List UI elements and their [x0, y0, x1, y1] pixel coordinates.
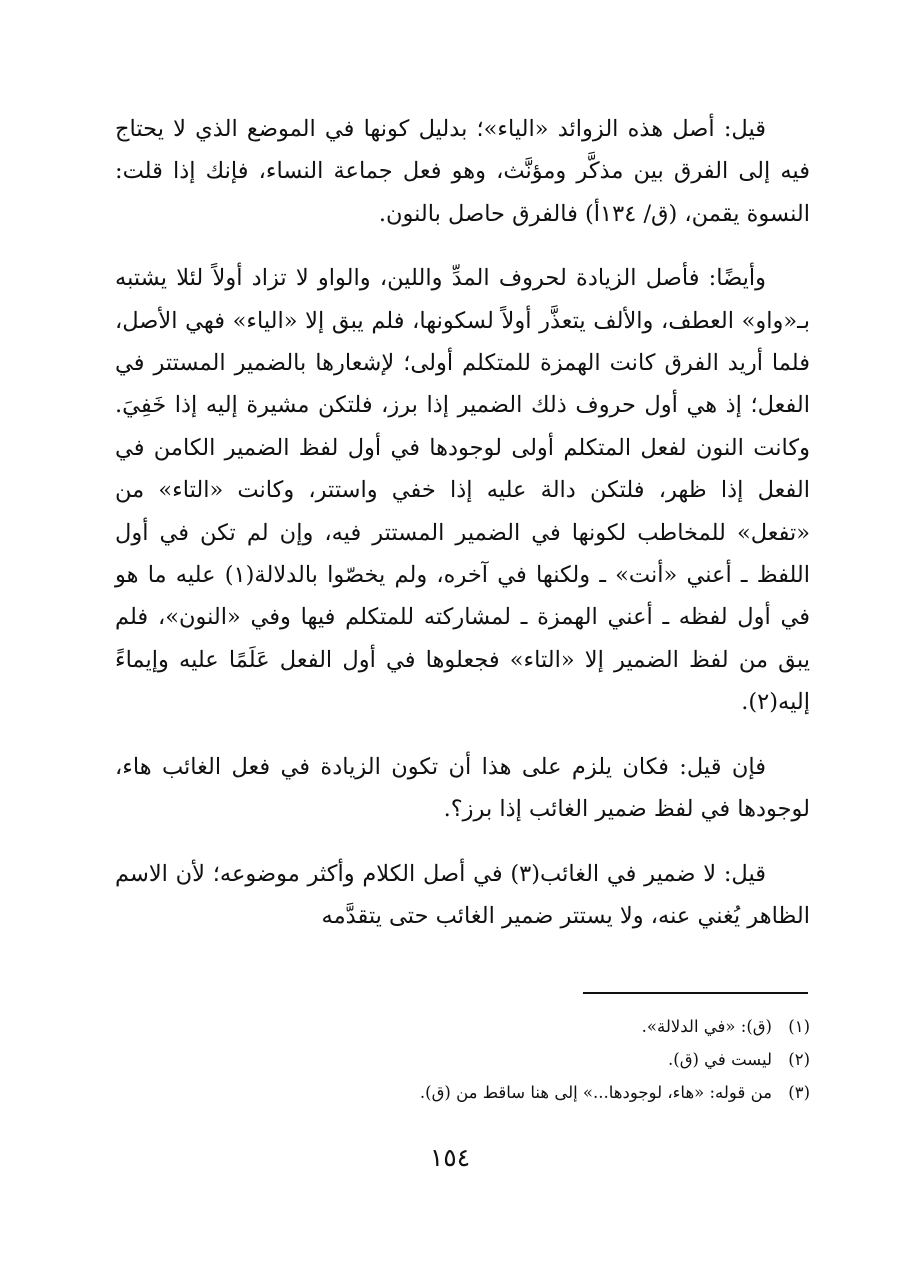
main-text [115, 108, 810, 937]
footnote-text: (ق): «في الدلالة». [641, 1017, 772, 1036]
text-line: «الياء» فهي الأصل، فلما أريد الفرق كانت الهمزة للمتكلم أولى؛ [115, 307, 810, 377]
page-number: ١٥٤ [429, 1143, 471, 1172]
footnote-number: (٣) [788, 1083, 810, 1102]
paragraph-4 [115, 853, 810, 938]
text-line: فلم يبق من لفظ الضمير إلا «التاء» فجعلوها في أول الفعل عَلَمًا عليه [115, 604, 810, 673]
footnote-2 [115, 1043, 810, 1076]
text-line: لأن الاسم الظاهر يُغني عنه، ولا يستتر ضمير الغائب حتى يتقدَّمه [115, 860, 810, 929]
text-line: الضمير إذا برز، فلتكن مشيرة إليه إذا خَفِيَ. وكانت النون لفعل [115, 392, 810, 461]
paragraph-gap [115, 831, 810, 853]
paragraph-1 [115, 108, 810, 235]
footnote-number: (٢) [788, 1050, 810, 1069]
paragraph-gap [115, 724, 810, 746]
paragraph-3 [115, 746, 810, 831]
text-line: فإنك إذا قلت: النسوة يقمن، (ق/ ١٣٤أ) فالفرق حاصل بالنون. [115, 158, 810, 227]
footnote-text: ليست في (ق). [668, 1050, 772, 1069]
text-line: ـ أعني «أنت» ـ ولكنها في آخره، ولم يخصّوا بالدلالة(١) عليه ما هو [115, 562, 748, 589]
text-line: هاء، لوجودها في لفظ ضمير الغائب إذا برز؟. [115, 753, 810, 823]
footnote-1 [115, 1010, 810, 1043]
text-line: قيل: لا ضمير في الغائب(٣) في أصل الكلام وأكثر موضوعه؛ [212, 860, 766, 887]
text-line: لئلا يشتبه بـ«واو» العطف، والألف يتعذَّر أولاً لسكونها، فلم يبق إلا [115, 265, 810, 334]
footnote-number: (١) [788, 1017, 810, 1036]
text-line: المتكلم أولى لوجودها في أول لفظ الضمير الكامن في الفعل إذا [115, 434, 810, 504]
text-line: لإشعارها بالضمير المستتر في الفعل؛ إذ هي أول حروف ذلك [115, 350, 810, 419]
text-line: فإن قيل: فكان يلزم على هذا أن تكون الزيادة في فعل الغائب [161, 753, 766, 780]
text-line: وأيضًا: فأصل الزيادة لحروف المدِّ واللين، والواو لا تزاد أولاً [212, 265, 767, 292]
footnote-text: من قوله: «هاء، لوجودها...» إلى هنا ساقط من (ق). [419, 1083, 772, 1102]
footnote-separator [583, 992, 808, 994]
paragraph-2 [115, 257, 810, 723]
text-line: وإيماءً إليه(٢). [115, 646, 810, 716]
footnotes [115, 1010, 810, 1109]
text-line: للمخاطب لكونها في الضمير المستتر فيه، وإن لم تكن في أول اللفظ [115, 519, 811, 589]
text-line: في أول لفظه ـ أعني الهمزة ـ لمشاركته للمتكلم فيها وفي «النون»، [157, 604, 811, 631]
text-line: ظهر، فلتكن دالة عليه إذا خفي واستتر، وكانت «التاء» من «تفعل» [115, 477, 811, 546]
text-line: لا يحتاج فيه إلى الفرق بين مذكَّر ومؤنَّث، وهو فعل جماعة النساء، [115, 116, 810, 185]
footnote-3 [115, 1076, 810, 1109]
text-line: قيل: أصل هذه الزوائد «الياء»؛ بدليل كونها في الموضع الذي [195, 116, 766, 142]
paragraph-gap [115, 235, 810, 257]
